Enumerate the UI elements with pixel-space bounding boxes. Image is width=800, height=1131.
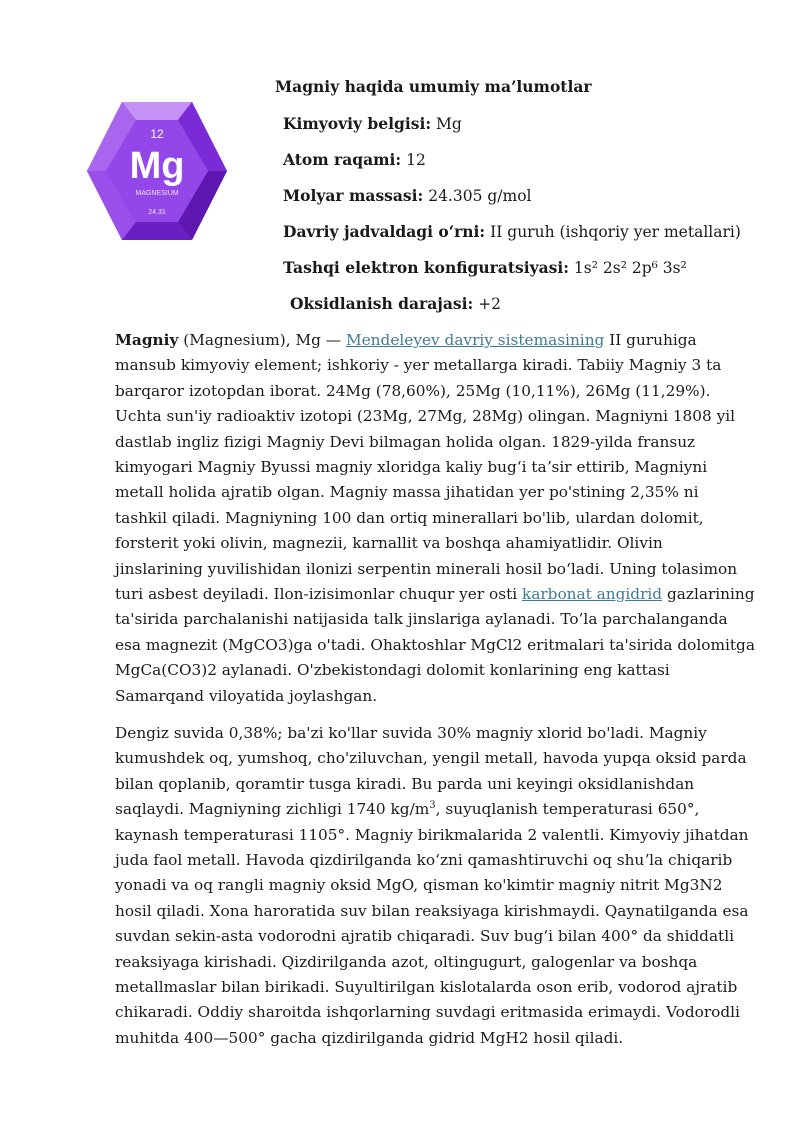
fact-molar-mass: Molyar massasi: 24.305 g/mol	[283, 186, 532, 205]
logo-atomic-number: 12	[150, 127, 164, 141]
fact-oxidation-state: Oksidlanish darajasi: +2	[290, 294, 502, 313]
link-karbonat-angidrid[interactable]: karbonat angidrid	[521, 585, 663, 604]
fact-periodic-position: Davriy jadvaldagi o‘rni: II guruh (ishqoriy yer metallari)	[283, 222, 741, 241]
logo-atomic-mass: 24.31	[148, 209, 166, 216]
logo-symbol: Mg	[129, 145, 185, 187]
fact-atomic-number: Atom raqami: 12	[283, 150, 426, 169]
info-heading: Magniy haqida umumiy ma’lumotlar	[275, 77, 592, 96]
link-mendeleyev[interactable]: Mendeleyev davriy sistemasining	[345, 331, 605, 349]
paragraph-intro: Magniy (Magnesium), Mg — Mendeleyev davriy sistemasining II guruhiga mansub kimyoviy element; ishkoriy - yer metallarga kiradi. Tabiiy Magniy 3 ta barqaror izotopdan iborat. 24Mg (78,60%), 25Mg (10,11%), 26Mg (11,29%). Uchta sun'iy radioaktiv izotopi (23Mg, 27Mg, 28Mg) olingan. Magniyni 1808 yil dastlab ingliz fizigi Magniy Devi bilmagan holida olgan. 1829-yilda fransuz kimyogari Magniy Byussi magniy xloridga kaliy bugʻi taʼsir ettirib, Magniyni metall holida ajratib olgan. Magniy massa jihatidan yer po'stining 2,35% ni tashkil qiladi. Magniyning 100 dan ortiq minerallari bo'lib, ulardan dolomit, forsterit yoki olivin, magnezii, karnallit va boshqa ahamiyatlidir. Olivin jinslarining yuvilishidan ilonizi serpentin minerali hosil boʻladi. Uning tolasimon turi asbest deyiladi. Ilon-izisimonlar chuqur yer osti karbonat angidrid gazlarining ta'sirida parchalanishi natijasida talk jinslariga aylanadi. To’la parchalanganda esa magnezit (MgCO3)ga o'tadi. Ohaktoshlar MgCl2 eritmalari ta'sirida dolomitga MgCa(CO3)2 aylanadi. O'zbekistondagi dolomit konlarining eng kattasi Samarqand viloyatida joylashgan.	[115, 331, 755, 705]
fact-electron-configuration: Tashqi elektron konfiguratsiyasi: 1s² 2s² 2p⁶ 3s²	[283, 258, 687, 277]
magnesium-element-logo	[86, 100, 228, 242]
fact-chemical-symbol: Kimyoviy belgisi: Mg	[283, 114, 462, 133]
logo-element-name: MAGNESIUM	[135, 190, 179, 197]
paragraph-properties: Dengiz suvida 0,38%; ba'zi ko'llar suvida 30% magniy xlorid bo'ladi. Magniy kumushdek oq, yumshoq, cho'ziluvchan, yengil metall, havoda yupqa oksid parda bilan qoplanib, qoramtir tusga kiradi. Bu parda uni keyingi oksidlanishdan saqlaydi. Magniyning zichligi 1740 $kg/m^3$, suyuqlanish temperaturasi 650°, kaynash temperaturasi 1105°. Magniy birikmalarida 2 valentli. Kimyoviy jihatdan juda faol metall. Havoda qizdirilganda koʻzni qamashtiruvchi oq shuʼla chiqarib yonadi va oq rangli magniy oksid MgO, qisman ko'kimtir magniy nitrit Mg3N2 hosil qiladi. Xona haroratida suv bilan reaksiyaga kirishmaydi. Qaynatilganda esa suvdan sekin-asta vodorodni ajratib chiqaradi. Suv bugʻi bilan 400° da shiddatli reaksiyaga kirishadi. Qizdirilganda azot, oltingugurt, galogenlar va boshqa metallmaslar bilan birikadi. Suyultirilgan kislotalarda oson erib, vodorod ajratib chikaradi. Oddiy sharoitda ishqorlarning suvdagi eritmasida erimaydi. Vodorodli muhitda 400—500° gacha qizdirilganda gidrid MgH2 hosil qiladi.	[115, 724, 749, 1047]
